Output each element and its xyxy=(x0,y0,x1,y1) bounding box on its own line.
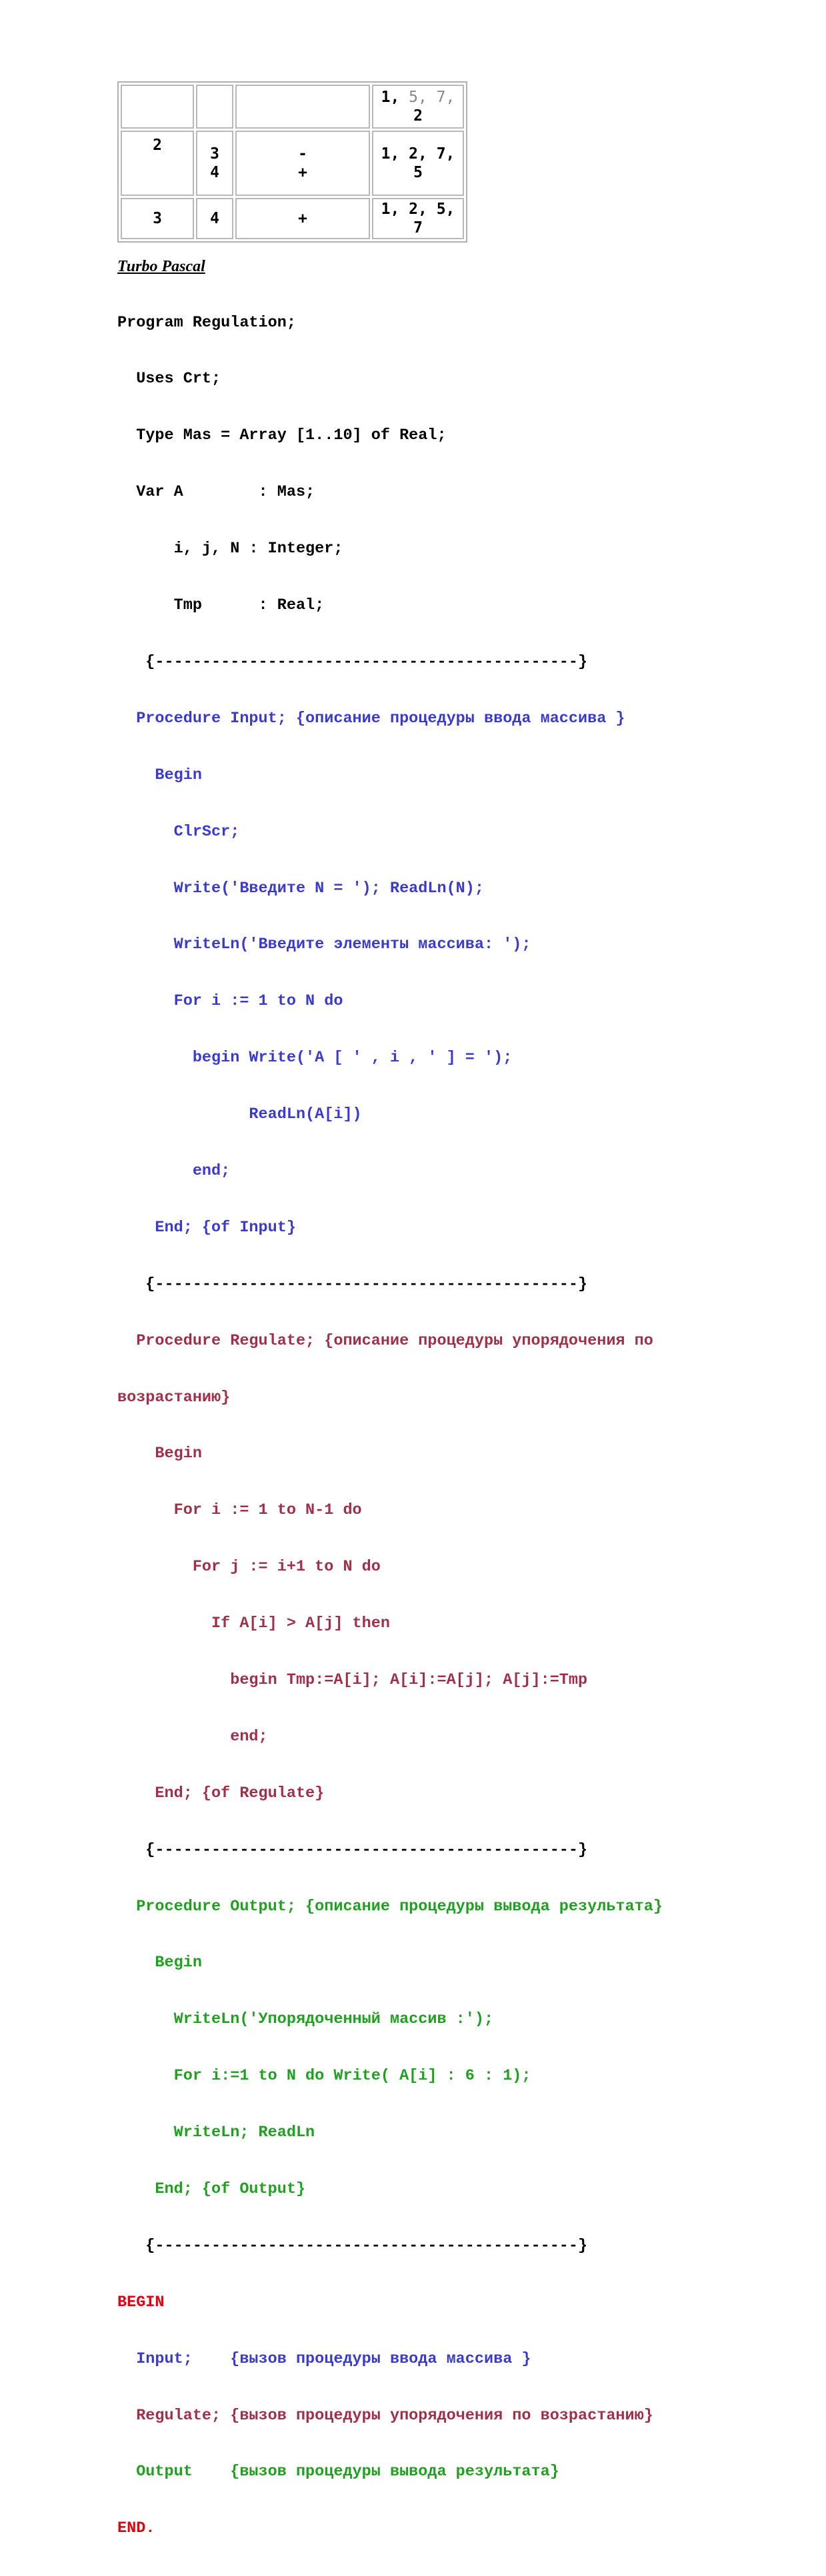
code-line: Program Regulation; xyxy=(117,313,296,332)
code-line: Output {вызов процедуры вывода результата} xyxy=(117,2463,559,2481)
code-line: Begin xyxy=(117,1954,202,1972)
code-separator: {---------------------------------------------} xyxy=(117,652,588,671)
cell-line: - xyxy=(298,145,307,163)
code-separator: {---------------------------------------------} xyxy=(117,1840,588,1859)
code-line: Tmp : Real; xyxy=(117,596,325,615)
code-line: end; xyxy=(117,1161,231,1180)
code-line: WriteLn; ReadLn xyxy=(117,2124,315,2142)
code-line: If A[i] > A[j] then xyxy=(117,1614,390,1633)
code-line: End; {of Regulate} xyxy=(117,1784,325,1802)
cell-line: 1, 2, 7, xyxy=(381,145,455,163)
code-line: Type Mas = Array [1..10] of Real; xyxy=(117,426,447,445)
cell-line: 4 xyxy=(210,164,219,181)
cell-line: 1, 2, 5, xyxy=(381,201,455,218)
code-line: Regulate; {вызов процедуры упорядочения по возрастанию} xyxy=(117,2406,653,2425)
table-row xyxy=(121,198,464,239)
code-line: Procedure Output; {описание процедуры вывода результата} xyxy=(117,1897,663,1916)
table-cell xyxy=(196,85,233,129)
cell-line: + xyxy=(298,164,307,181)
code-separator: {---------------------------------------------} xyxy=(117,2236,588,2255)
table-cell xyxy=(372,198,464,239)
code-line: For i := 1 to N-1 do xyxy=(117,1501,362,1520)
table-cell xyxy=(372,85,464,129)
cell-line: 2 xyxy=(413,107,423,125)
code-line: Procedure Input; {описание процедуры ввода массива } xyxy=(117,709,625,728)
table-cell xyxy=(372,131,464,196)
cell-line: 3 xyxy=(210,145,219,163)
code-line: BEGIN xyxy=(117,2293,165,2311)
code-line: возрастанию} xyxy=(117,1388,231,1407)
section-heading: Turbo Pascal xyxy=(117,258,205,275)
code-separator: {---------------------------------------------} xyxy=(117,1275,588,1293)
table-cell: 2 xyxy=(121,131,194,196)
code-line: i, j, N : Integer; xyxy=(117,540,343,558)
code-line: end; xyxy=(117,1727,268,1746)
code-line: WriteLn('Введите элементы массива: '); xyxy=(117,936,531,954)
code-line: End; {of Input} xyxy=(117,1218,296,1237)
code-line: END. xyxy=(117,2519,155,2538)
code-line: Begin xyxy=(117,766,202,784)
table-cell xyxy=(121,85,194,129)
table-cell: 4 xyxy=(196,198,233,239)
pascal-code-listing xyxy=(117,276,663,2576)
code-line: End; {of Output} xyxy=(117,2180,306,2198)
table-cell: 3 xyxy=(121,198,194,239)
code-line: Begin xyxy=(117,1445,202,1463)
code-line: For i:=1 to N do Write( A[i] : 6 : 1); xyxy=(117,2067,531,2086)
table-row xyxy=(121,131,464,196)
table-cell xyxy=(235,85,370,129)
code-line: For i := 1 to N do xyxy=(117,992,343,1011)
code-line: Uses Crt; xyxy=(117,370,221,388)
cell-text-light: 5, 7, xyxy=(409,89,455,106)
table-row xyxy=(121,85,464,129)
code-line: Input; {вызов процедуры ввода массива } xyxy=(117,2349,531,2368)
code-line: For j := i+1 to N do xyxy=(117,1558,381,1577)
cell-line: 5 xyxy=(413,164,423,181)
code-line: Write('Введите N = '); ReadLn(N); xyxy=(117,879,484,898)
sorting-steps-table xyxy=(117,81,467,243)
code-line: begin Write('A [ ' , i , ' ] = '); xyxy=(117,1049,513,1067)
code-line: WriteLn('Упорядоченный массив :'); xyxy=(117,2010,494,2029)
code-line: Procedure Regulate; {описание процедуры упорядочения по xyxy=(117,1331,653,1350)
code-line: ClrScr; xyxy=(117,822,240,841)
code-line: Var A : Mas; xyxy=(117,483,315,502)
cell-text: 1, xyxy=(381,89,409,106)
cell-line xyxy=(373,88,463,107)
table-cell xyxy=(235,131,370,196)
cell-line: 7 xyxy=(413,219,423,237)
table-cell: + xyxy=(235,198,370,239)
code-line: begin Tmp:=A[i]; A[i]:=A[j]; A[j]:=Tmp xyxy=(117,1670,588,1689)
code-line: ReadLn(A[i]) xyxy=(117,1105,362,1124)
table-cell xyxy=(196,131,233,196)
